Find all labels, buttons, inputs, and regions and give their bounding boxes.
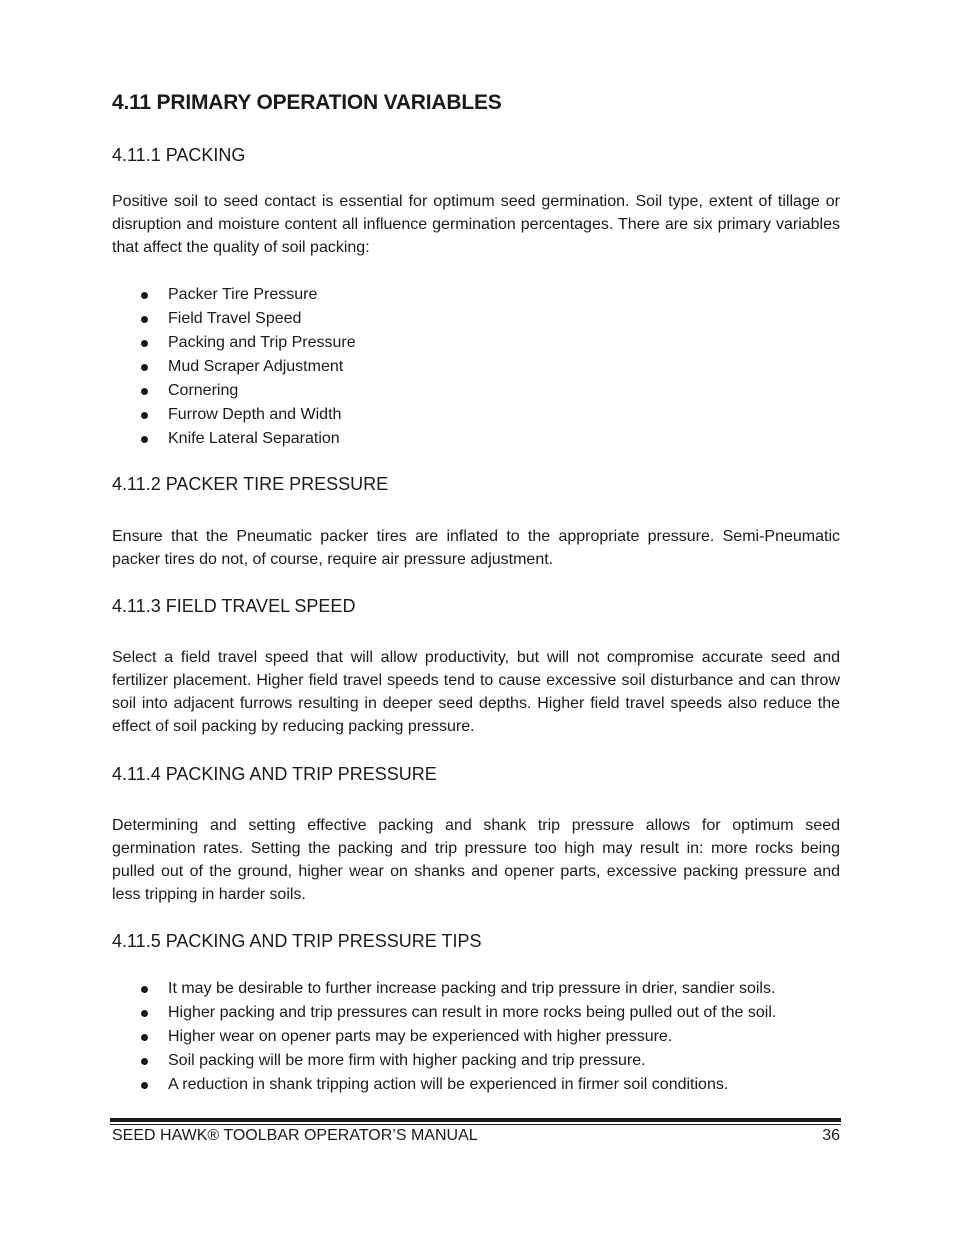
section-heading-pressure-tips: 4.11.5 PACKING AND TRIP PRESSURE TIPS [112,931,482,951]
list-item: It may be desirable to further increase packing and trip pressure in drier, sandier soils. [112,977,776,1001]
bullet-icon [141,316,148,323]
bullet-icon [141,1058,148,1065]
bullet-icon [141,340,148,347]
packing-variables-list [112,283,356,451]
section-paragraph-packing-and-trip-pressure: Determining and setting effective packing and shank trip pressure allows for optimum seed germination rates. Setting the packing and trip pressure too high may result in: more rocks being pulled out of the ground, higher wear on shanks and opener parts, excessive packing pressure and less tripping in harder soils. [112,817,840,903]
footer-manual-title: SEED HAWK® TOOLBAR OPERATOR’S MANUAL [112,1127,478,1144]
section-paragraph-packer-tire-pressure: Ensure that the Pneumatic packer tires are inflated to the appropriate pressure. Semi-Pneumatic packer tires do not, of course, require air pressure adjustment. [112,528,840,568]
list-item: Packer Tire Pressure [112,283,356,307]
section-paragraph-packing: Positive soil to seed contact is essential for optimum seed germination. Soil type, extent of tillage or disruption and moisture content all influence germination percentages. There are six primary variables that affect the quality of soil packing: [112,193,840,256]
section-heading-packing-and-trip-pressure: 4.11.4 PACKING AND TRIP PRESSURE [112,764,437,784]
bullet-icon [141,1082,148,1089]
bullet-icon [141,364,148,371]
bullet-icon [141,1034,148,1041]
main-heading: 4.11 PRIMARY OPERATION VARIABLES [112,91,502,114]
footer-divider-thick [110,1118,841,1122]
pressure-tips-list [112,977,776,1097]
bullet-icon [141,292,148,299]
list-item: Field Travel Speed [112,307,356,331]
list-item: Cornering [112,379,356,403]
list-item: Furrow Depth and Width [112,403,356,427]
bullet-icon [141,1010,148,1017]
list-item: Higher wear on opener parts may be experienced with higher pressure. [112,1025,776,1049]
list-item: A reduction in shank tripping action will be experienced in firmer soil conditions. [112,1073,776,1097]
list-item: Knife Lateral Separation [112,427,356,451]
footer-divider-thin [110,1124,841,1125]
list-item: Packing and Trip Pressure [112,331,356,355]
list-item: Higher packing and trip pressures can result in more rocks being pulled out of the soil. [112,1001,776,1025]
bullet-icon [141,412,148,419]
bullet-icon [141,986,148,993]
section-heading-packing: 4.11.1 PACKING [112,145,246,165]
list-item: Mud Scraper Adjustment [112,355,356,379]
bullet-icon [141,388,148,395]
section-heading-packer-tire-pressure: 4.11.2 PACKER TIRE PRESSURE [112,474,389,494]
section-paragraph-field-travel-speed: Select a field travel speed that will allow productivity, but will not compromise accurate seed and fertilizer placement. Higher field travel speeds tend to cause excessive soil disturbance and can throw soil into adjacent furrows resulting in deeper seed depths. Higher field travel speeds also reduce the effect of soil packing by reducing packing pressure. [112,649,840,735]
footer-page-number: 36 [822,1127,840,1144]
list-item: Soil packing will be more firm with higher packing and trip pressure. [112,1049,776,1073]
section-heading-field-travel-speed: 4.11.3 FIELD TRAVEL SPEED [112,596,356,616]
bullet-icon [141,436,148,443]
